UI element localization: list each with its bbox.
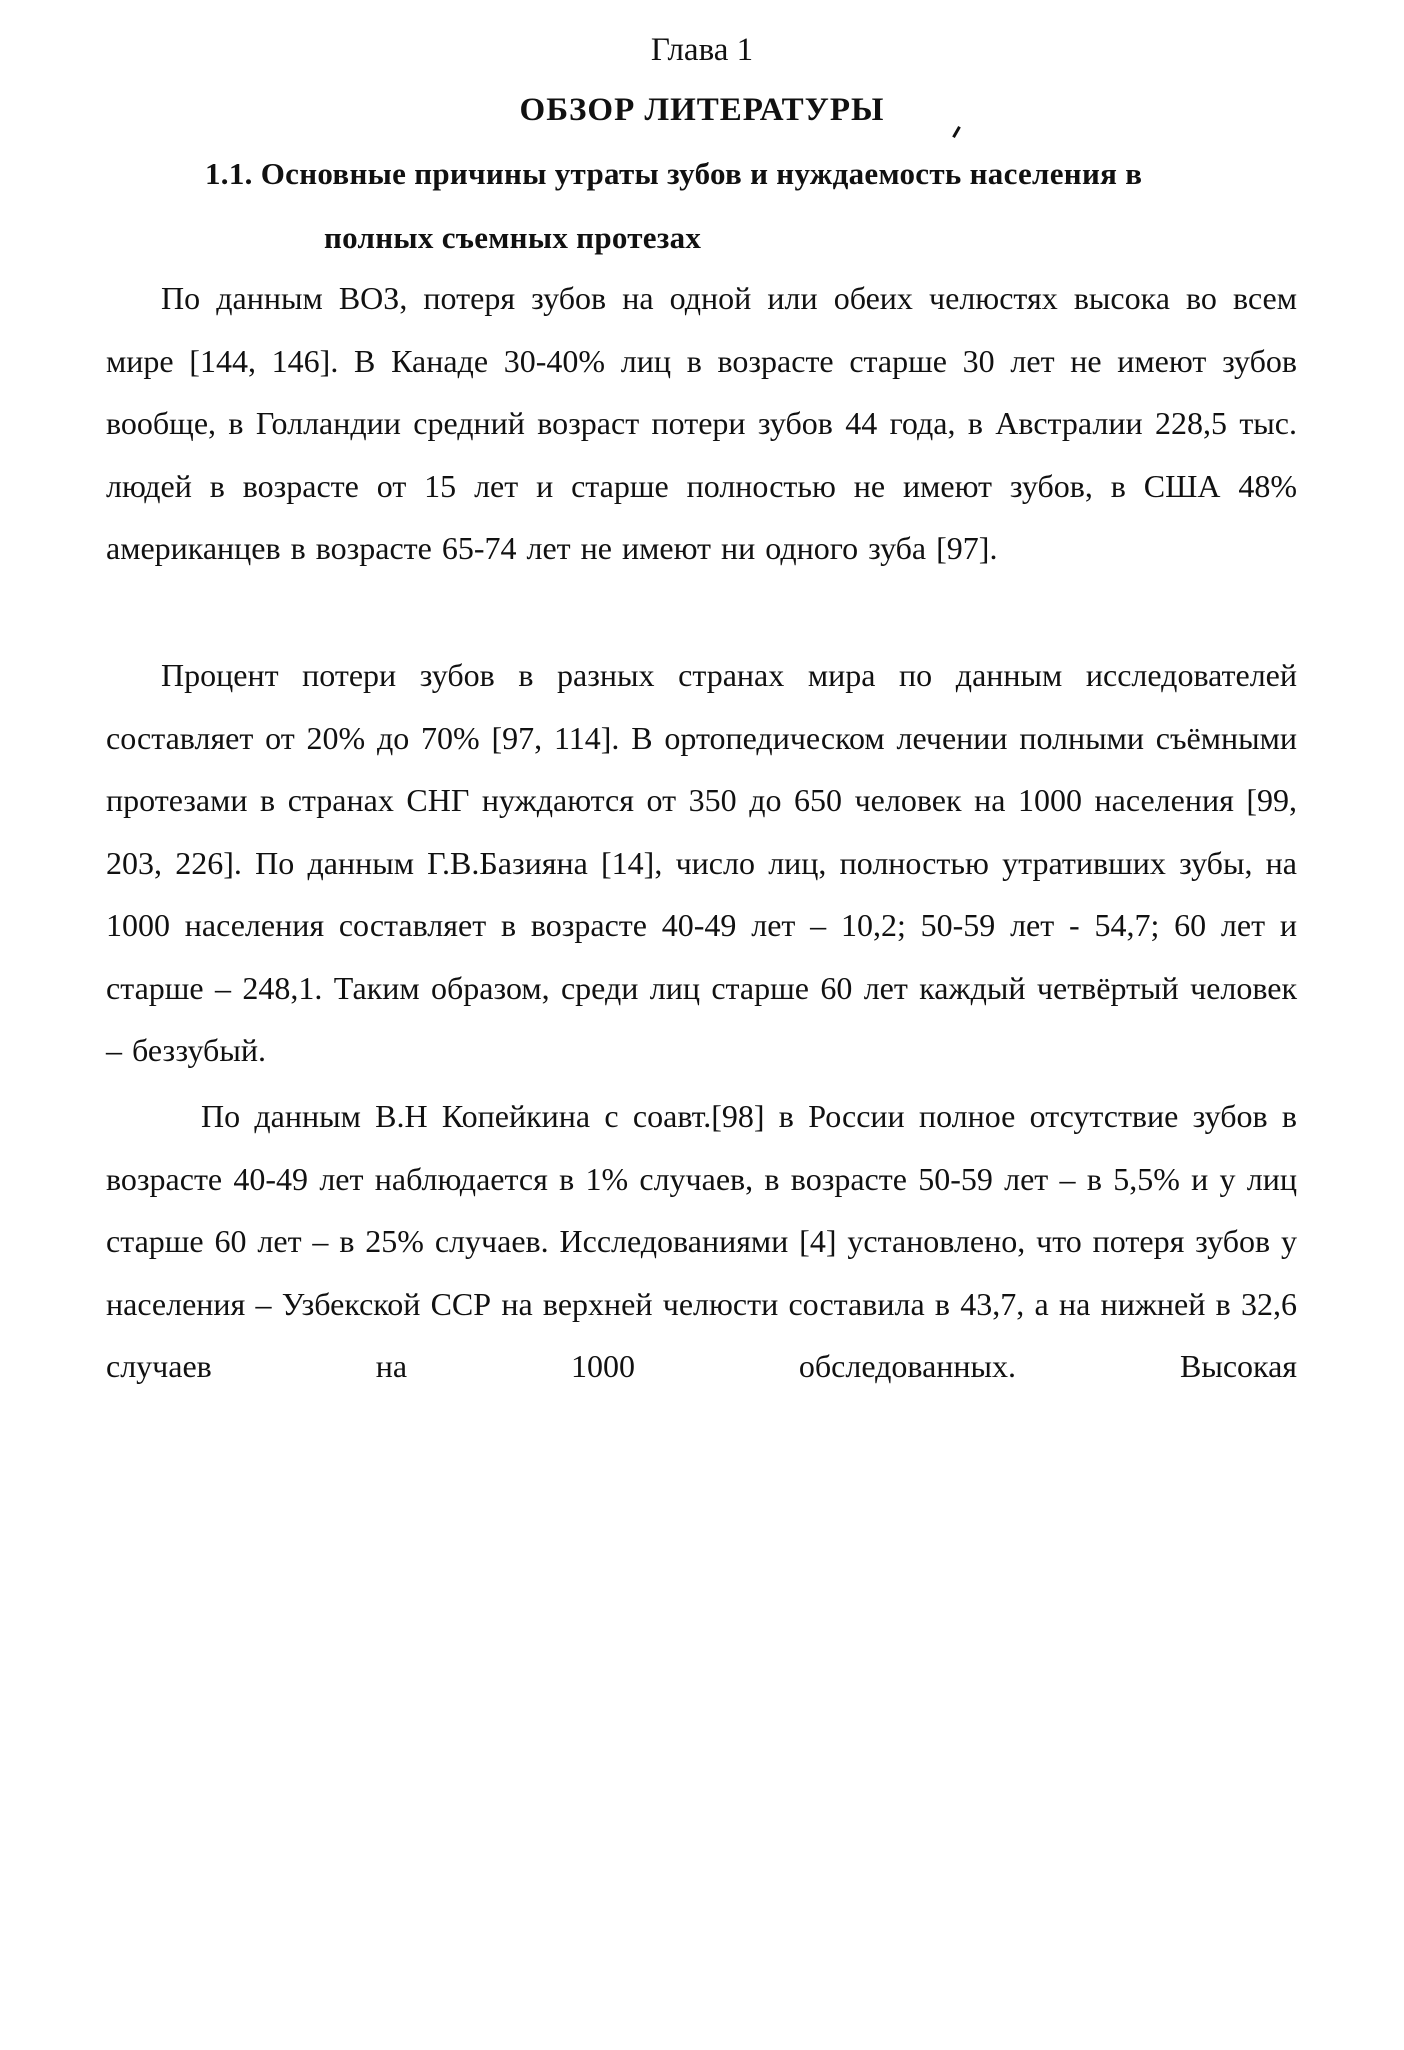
paragraph-russia-data: По данным В.Н Копейкина с соавт.[98] в России полное отсутствие зубов в возрасте 40-49 лет наблюдается в 1% случаев, в возрасте 50-59 лет – в 5,5% и у лиц старше 60 лет – в 25% случаев. Исследованиями [4] установлено, что потеря зубов у населения – Узбекской ССР на верхней челюсти составила в 43,7, а на нижней в 32,6 случаев на 1000 обследованных. Высокая: [106, 1098, 1297, 1384]
paragraph-who-statistics: По данным ВОЗ, потеря зубов на одной или обеих челюстях высока во всем мире [144, 146]. В Канаде 30-40% лиц в возрасте старше 30 лет не имеют зубов вообще, в Голландии средний возраст потери зубов 44 года, в Австралии 228,5 тыс. людей в возрасте от 15 лет и старше полностью не имеют зубов, в США 48% американцев в возрасте 65-74 лет не имеют ни одного зуба [97].: [106, 280, 1297, 566]
chapter-label: Глава 1: [650, 32, 754, 68]
section-heading-line-2: полных съемных протезах: [324, 220, 702, 255]
section-heading-line-1: 1.1. Основные причины утраты зубов и нуждаемость населения в: [205, 156, 1143, 191]
chapter-title: ОБЗОР ЛИТЕРАТУРЫ: [519, 92, 885, 128]
paragraph-tooth-loss-percent: Процент потери зубов в разных странах мира по данным исследователей составляет от 20% до 70% [97, 114]. В ортопедическом лечении полными съёмными протезами в странах СНГ нуждаются от 350 до 650 человек на 1000 населения [99, 203, 226]. По данным Г.В.Базияна [14], число лиц, полностью утративших зубы, на 1000 населения составляет в возрасте 40-49 лет – 10,2; 50-59 лет - 54,7; 60 лет и старше – 248,1. Таким образом, среди лиц старше 60 лет каждый четвёртый человек – беззубый.: [106, 657, 1297, 1068]
